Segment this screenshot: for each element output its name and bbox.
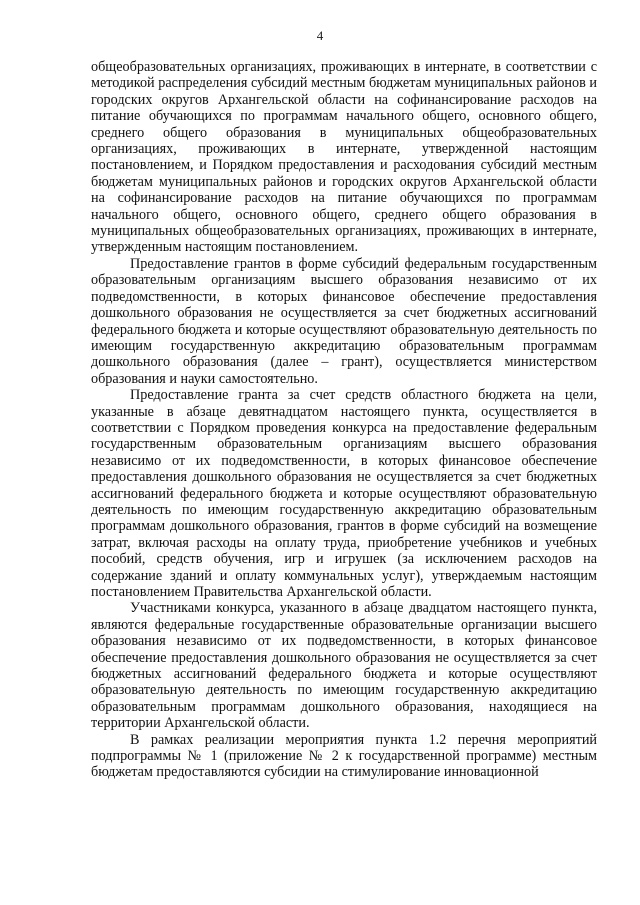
paragraph-contest-participants: Участниками конкурса, указанного в абзаце двадцатом настоящего пункта, являются федеральные государственные образовательные организации высшего образования независимо от их подведомственности, в которых финансовое обеспечение предоставления дошкольного образования не осуществляется за счет бюджетных ассигнований федерального бюджета и которые осуществляют образовательную деятельность по имеющим государственную аккредитацию образовательным программам дошкольного образования, находящиеся на территории Архангельской области. [91,600,597,732]
page-number: 4 [316,28,324,43]
document-body [91,59,597,781]
paragraph-grants: Предоставление грантов в форме субсидий федеральным государственным образовательным организациям высшего образования независимо от их подведомственности, в которых финансовое обеспечение предоставления дошкольного образования не осуществляется за счет бюджетных ассигнований федерального бюджета и которые осуществляют образовательную деятельность по имеющим государственную аккредитацию образовательным программам дошкольного образования (далее – грант), осуществляется министерством образования и науки самостоятельно. [91,255,597,387]
paragraph-subsidies: В рамках реализации мероприятия пункта 1.2 перечня мероприятий подпрограммы № 1 (приложение № 2 к государственной программе) местным бюджетам предоставляются субсидии на стимулирование инновационной [91,731,597,781]
paragraph-grant-procedure: Предоставление гранта за счет средств областного бюджета на цели, указанные в абзаце девятнадцатом настоящего пункта, осуществляется в соответствии с Порядком проведения конкурса на предоставление федеральным государственным образовательным организациям высшего образования независимо от их подведомственности, в которых финансовое обеспечение предоставления дошкольного образования не осуществляется за счет бюджетных ассигнований федерального бюджета и которые осуществляют образовательную деятельность по имеющим государственную аккредитацию образовательным программам дошкольного образования, грантов в форме субсидий на возмещение затрат, включая расходы на оплату труда, приобретение учебников и учебных пособий, средств обучения, игр и игрушек (за исключением расходов на содержание зданий и оплату коммунальных услуг), утверждаемым настоящим постановлением Правительства Архангельской области. [91,387,597,600]
paragraph-continued: общеобразовательных организациях, проживающих в интернате, в соответствии с методикой распределения субсидий местным бюджетам муниципальных районов и городских округов Архангельской области на софинансирование расходов на питание обучающихся по программам начального общего, основного общего, среднего общего образования в муниципальных общеобразовательных организациях, проживающих в интернате, утвержденной настоящим постановлением, и Порядком предоставления и расходования субсидий местным бюджетам муниципальных районов и городских округов Архангельской области на софинансирование расходов на питание обучающихся по программам начального общего, основного общего, среднего общего образования в муниципальных общеобразовательных организациях, проживающих в интернате, утвержденным настоящим постановлением. [91,59,597,256]
